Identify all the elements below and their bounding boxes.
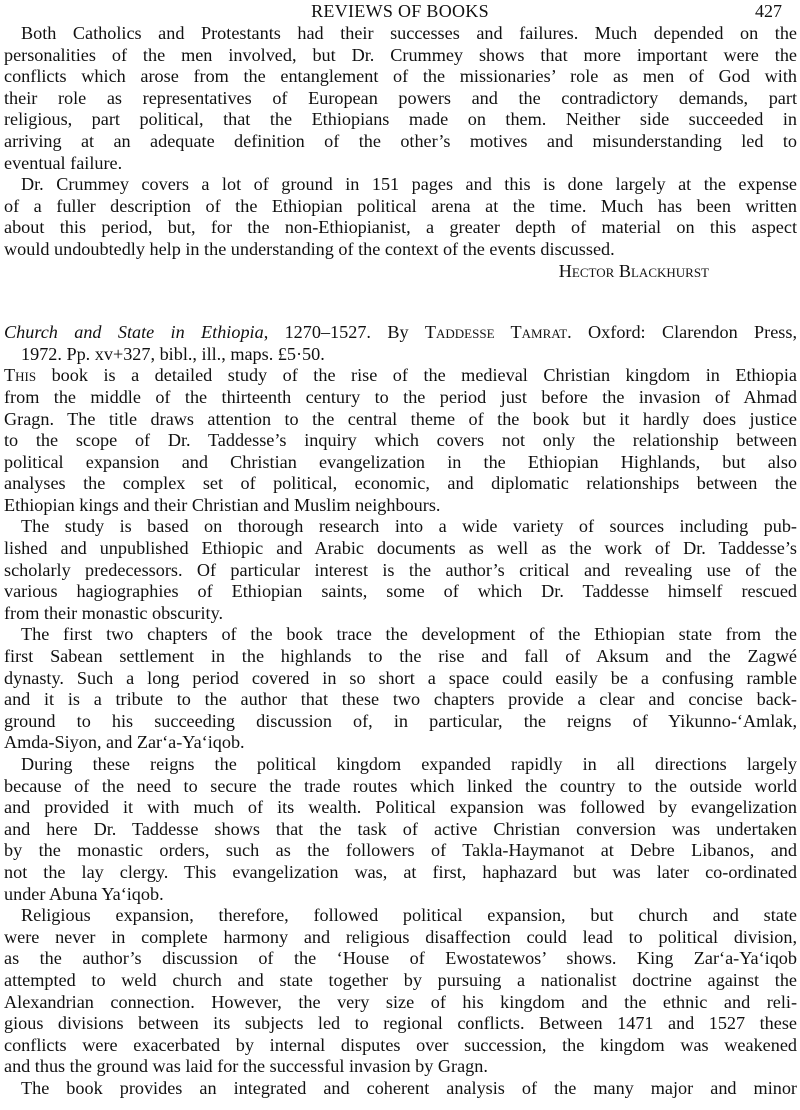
paragraph — [4, 1078, 797, 1100]
text-line: eventual failure. — [4, 152, 123, 173]
text-line: would undoubtedly help in the understanding of the context of the events discussed. — [4, 238, 615, 259]
text-line: The book provides an integrated and coherent analysis of the many major and minor — [21, 1077, 797, 1098]
text-line: The first two chapters of the book trace the development of the Ethiopian state from the — [21, 624, 797, 645]
text-line: Gragn. The title draws attention to the central theme of the book but it hardly does justice — [4, 408, 797, 429]
opening-word: This — [4, 365, 37, 386]
paragraph — [4, 365, 797, 516]
text-line: During these reigns the political kingdom expanded rapidly in all directions largely — [21, 754, 797, 774]
paragraph — [4, 905, 797, 1078]
paragraph — [4, 174, 797, 260]
text-line: political expansion and Christian evangelization in the Ethiopian Highlands, but also — [4, 451, 797, 472]
text-line: Alexandrian connection. However, the very size of his kingdom and the ethnic and reli- — [4, 991, 797, 1012]
text-line: were never in complete harmony and religious disaffection could lead to political division, — [4, 926, 797, 947]
text-line: their role as representatives of European powers and the contradictory demands, part — [4, 87, 797, 108]
text-line: lished and unpublished Ethiopic and Arabic documents as well as the work of Dr. Taddesse’s — [4, 538, 797, 559]
text-line: not the lay clergy. This evangelization was, at first, haphazard but was later co-ordinated — [4, 861, 797, 882]
citation-details: 1972. Pp. xv+327, bibl., ill., maps. £5·50. — [21, 343, 325, 364]
text-line: and it is a tribute to the author that these two chapters provide a clear and concise back- — [4, 689, 797, 710]
text-line: Ethiopian kings and their Christian and Muslim neighbours. — [4, 494, 441, 515]
paragraph — [4, 624, 797, 754]
reviewer-signature: Hector Blackhurst — [558, 260, 709, 281]
text-line: Amda-Siyon, and Zar‘a-Ya‘iqob. — [4, 732, 245, 753]
citation-publisher: . Oxford: Clarendon Press, — [567, 322, 797, 343]
book-author: Taddesse Tamrat — [424, 322, 568, 343]
paragraph-continuation — [4, 387, 797, 517]
text-line: conflicts which arose from the entanglement of the missionaries’ role as men of God with — [4, 66, 797, 87]
text-line: The study is based on thorough research into a wide variety of sources including pub- — [21, 516, 797, 537]
text-line: of a fuller description of the Ethiopian political arena at the time. Much has been written — [4, 195, 797, 216]
text-line: arriving at an adequate definition of the other’s motives and misunderstanding led to — [4, 130, 797, 151]
text-line: Both Catholics and Protestants had their successes and failures. Much depended on the — [21, 23, 797, 43]
text-line: conflicts were exacerbated by internal disputes over succession, the kingdom was weakened — [4, 1034, 797, 1055]
text-line: scholarly predecessors. Of particular interest is the author’s critical and revealing use of the — [4, 559, 797, 580]
text-line: and here Dr. Taddesse shows that the task of active Christian conversion was undertaken — [4, 818, 797, 839]
page-body — [4, 23, 797, 1100]
text-line: and provided it with much of its wealth. Political expansion was followed by evangelization — [4, 797, 797, 818]
text-line: attempted to weld church and state together by pursuing a nationalist doctrine against the — [4, 969, 797, 990]
text-line: personalities of the men involved, but Dr. Crummey shows that more important were the — [4, 44, 797, 65]
text-line: because of the need to secure the trade routes which linked the country to the outside world — [4, 775, 797, 796]
text-line: dynasty. Such a long period covered in so short a space could easily be a confusing ramble — [4, 667, 797, 688]
paragraph — [4, 754, 797, 905]
citation-dates: , 1270–1527. By — [263, 322, 425, 343]
citation-line — [4, 322, 797, 344]
text-line: ground to his succeeding discussion of, in particular, the reigns of Yikunno-‘Amlak, — [4, 710, 797, 731]
running-header — [0, 0, 800, 23]
text-line: about this period, but, for the non-Ethiopianist, a greater depth of material on this aspect — [4, 217, 797, 238]
text-line: under Abuna Ya‘iqob. — [4, 883, 164, 904]
text-line: Dr. Crummey covers a lot of ground in 151 pages and this is done largely at the expense — [21, 174, 797, 195]
text-line — [4, 365, 797, 387]
text-line: as the author’s discussion of the ‘House of Ewostatewos’ shows. King Zar‘a-Ya‘iqob — [4, 948, 797, 969]
paragraph — [4, 516, 797, 624]
text-line: religious, part political, that the Ethiopians made on them. Neither side succeeded in — [4, 109, 797, 130]
text-line: from the middle of the thirteenth century to the period just before the invasion of Ahmad — [4, 386, 797, 407]
text-line: to the scope of Dr. Taddesse’s inquiry which covers not only the relationship between — [4, 430, 797, 451]
text-line: and thus the ground was laid for the successful invasion by Gragn. — [4, 1056, 488, 1077]
text-line: various hagiographies of Ethiopian saints, some of which Dr. Taddesse himself rescued — [4, 581, 797, 602]
text-line: analyses the complex set of political, economic, and diplomatic relationships between the — [4, 473, 797, 494]
text-line: first Sabean settlement in the highlands to the rise and fall of Aksum and the Zagwé — [4, 646, 797, 667]
text-line: from their monastic obscurity. — [4, 602, 224, 623]
book-title: Church and State in Ethiopia — [4, 322, 264, 343]
text-line: book is a detailed study of the rise of the medieval Christian kingdom in Ethiopia — [36, 365, 797, 386]
page-number: 427 — [755, 1, 782, 21]
text-line: Religious expansion, therefore, followed political expansion, but church and state — [21, 905, 797, 926]
text-line: gious divisions between its subjects led to regional conflicts. Between 1471 and 1527 these — [4, 1013, 797, 1034]
text-line: by the monastic orders, such as the followers of Takla-Haymanot at Debre Libanos, and — [4, 840, 797, 861]
book-citation — [4, 322, 797, 365]
paragraph — [4, 23, 797, 174]
section-gap — [4, 282, 797, 322]
running-title: REVIEWS OF BOOKS — [311, 1, 489, 21]
